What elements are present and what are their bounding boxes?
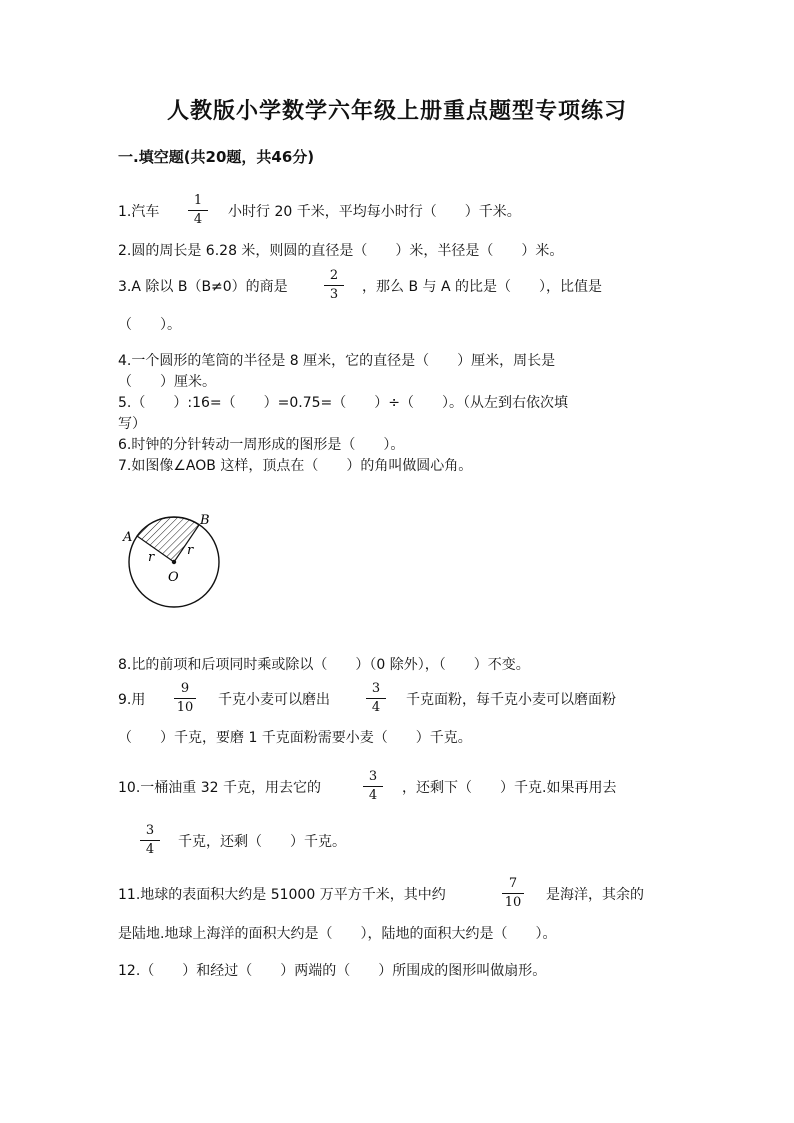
q10-frac2-den: 4 bbox=[145, 842, 155, 857]
q11-fraction bbox=[502, 876, 524, 911]
q1-text-a: 1.汽车 bbox=[118, 204, 160, 220]
q11-text-b: 是海洋，其余的 bbox=[546, 887, 644, 903]
q3-fraction bbox=[324, 268, 344, 303]
q3-frac-den: 3 bbox=[329, 287, 339, 302]
label-b: B bbox=[200, 513, 210, 528]
q5-text-a: 5.（ ）:16=（ ）=0.75=（ ）÷（ ）。（从左到右依次填 bbox=[118, 395, 568, 411]
q10-fraction-1 bbox=[363, 769, 383, 804]
q9-frac1-num: 9 bbox=[174, 681, 196, 699]
q10-frac2-num: 3 bbox=[140, 823, 160, 841]
q9-fraction-2 bbox=[366, 681, 386, 716]
q10-frac1-num: 3 bbox=[363, 769, 383, 787]
q11-frac-num: 7 bbox=[502, 876, 524, 894]
label-r-left: r bbox=[148, 550, 155, 565]
q8-text: 8.比的前项和后项同时乘或除以（ ）（0 除外），（ ）不变。 bbox=[118, 657, 530, 673]
q11-text-a: 11.地球的表面积大约是 51000 万平方千米，其中约 bbox=[118, 887, 446, 903]
q9-text-b: 千克小麦可以磨出 bbox=[218, 692, 330, 708]
q2-text: 2.圆的周长是 6.28 米，则圆的直径是（ ）米，半径是（ ）米。 bbox=[118, 243, 564, 259]
q7-text: 7.如图像∠AOB 这样，顶点在（ ）的角叫做圆心角。 bbox=[118, 458, 473, 474]
q3-text-b: ，那么 B 与 A 的比是（ ），比值是 bbox=[362, 279, 602, 295]
center-point bbox=[172, 560, 176, 564]
q9-text-d: （ ）千克，要磨 1 千克面粉需要小麦（ ）千克。 bbox=[118, 730, 472, 746]
q6-text: 6.时钟的分针转动一周形成的图形是（ ）。 bbox=[118, 437, 405, 453]
q4-text-b: （ ）厘米。 bbox=[118, 374, 216, 390]
q9-text-a: 9.用 bbox=[118, 692, 146, 708]
q9-frac1-den: 10 bbox=[176, 700, 194, 715]
q10-text-a: 10.一桶油重 32 千克，用去它的 bbox=[118, 780, 321, 796]
label-o: O bbox=[168, 570, 179, 585]
q10-frac1-den: 4 bbox=[368, 788, 378, 803]
q9-frac2-num: 3 bbox=[366, 681, 386, 699]
q11-text-c: 是陆地.地球上海洋的面积大约是（ ），陆地的面积大约是（ ）。 bbox=[118, 926, 557, 942]
q10-text-b: ，还剩下（ ）千克.如果再用去 bbox=[402, 780, 617, 796]
q1-text-b: 小时行 20 千米，平均每小时行（ ）千米。 bbox=[228, 204, 521, 220]
q10-text-c: 千克，还剩（ ）千克。 bbox=[178, 834, 346, 850]
q9-text-c: 千克面粉，每千克小麦可以磨面粉 bbox=[406, 692, 616, 708]
q1-frac-num: 1 bbox=[188, 193, 208, 211]
label-r-right: r bbox=[187, 543, 194, 558]
q11-frac-den: 10 bbox=[504, 895, 522, 910]
q5-text-b: 写） bbox=[118, 416, 146, 432]
label-a: A bbox=[123, 530, 133, 545]
q3-text-c: （ ）。 bbox=[118, 317, 181, 333]
q4-text-a: 4.一个圆形的笔筒的半径是 8 厘米，它的直径是（ ）厘米，周长是 bbox=[118, 353, 556, 369]
q3-frac-num: 2 bbox=[324, 268, 344, 286]
q1-frac-den: 4 bbox=[193, 212, 203, 227]
q3-text-a: 3.A 除以 B（B≠0）的商是 bbox=[118, 279, 288, 295]
sector-figure bbox=[112, 505, 232, 615]
q9-fraction-1 bbox=[174, 681, 196, 716]
q9-frac2-den: 4 bbox=[371, 700, 381, 715]
q12-text: 12.（ ）和经过（ ）两端的（ ）所围成的图形叫做扇形。 bbox=[118, 963, 547, 979]
page-title: 人教版小学数学六年级上册重点题型专项练习 bbox=[166, 98, 627, 124]
section-heading: 一.填空题(共20题，共46分) bbox=[118, 148, 315, 166]
q1-fraction bbox=[188, 193, 208, 228]
q10-fraction-2 bbox=[140, 823, 160, 858]
